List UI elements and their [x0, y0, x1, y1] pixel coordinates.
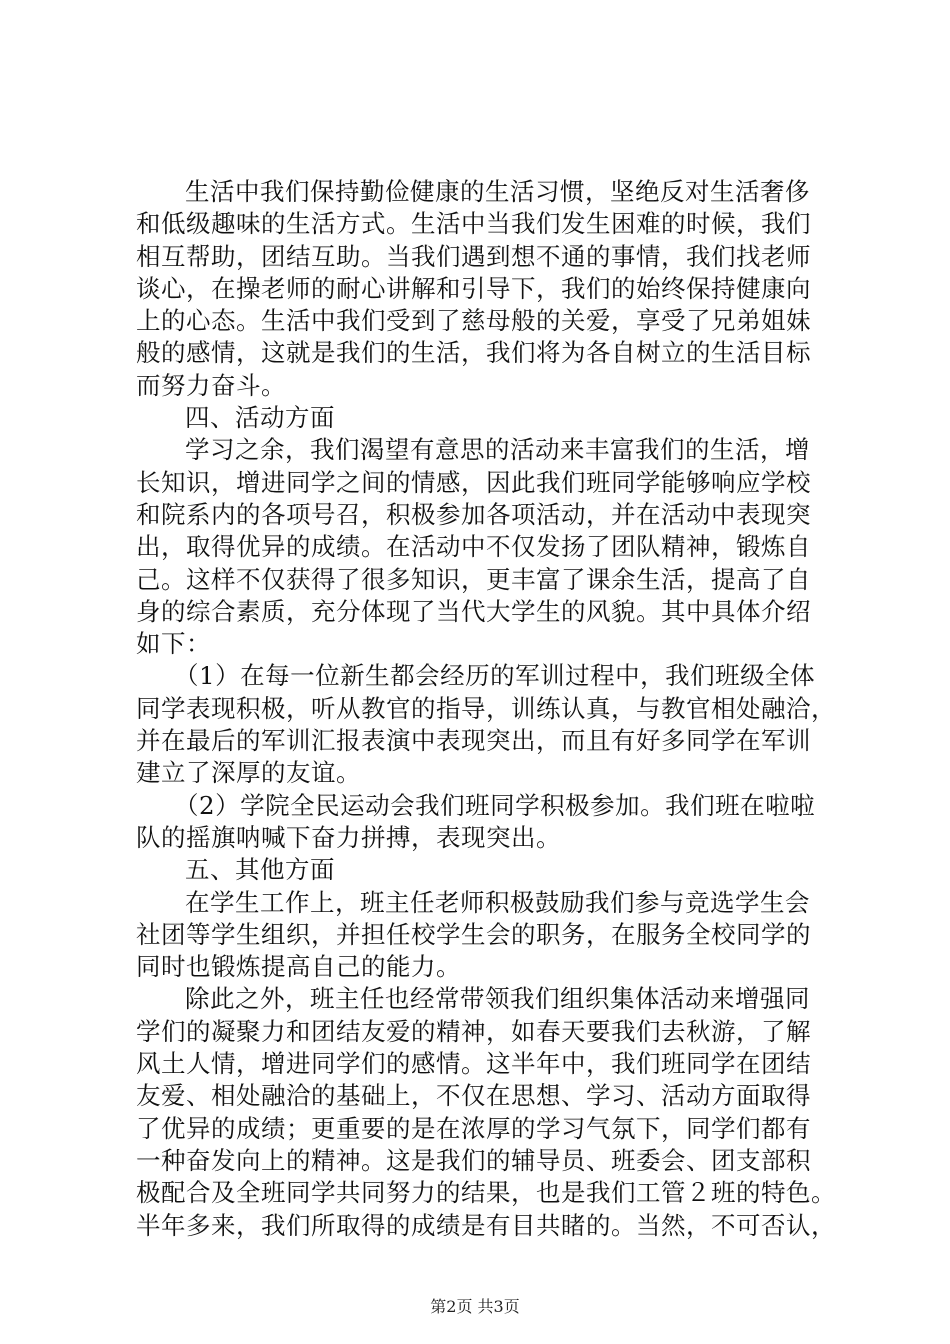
text-line: 除此之外，班主任也经常带领我们组织集体活动来增强同 [185, 984, 810, 1014]
text-line: 和院系内的各项号召，积极参加各项活动，并在活动中表现突 [136, 499, 811, 529]
text-line: 长知识，增进同学之间的情感，因此我们班同学能够响应学校 [136, 467, 811, 497]
list-item: （2）学院全民运动会我们班同学积极参加。我们班在啦啦 [174, 790, 816, 820]
text-line: 同时也锻炼提高自己的能力。 [136, 952, 461, 982]
text-line: 一种奋发向上的精神。这是我们的辅导员、班委会、团支部积 [136, 1145, 811, 1175]
text-line: 学习之余，我们渴望有意思的活动来丰富我们的生活，增 [185, 435, 810, 465]
text-line: 同学表现积极，听从教官的指导，训练认真，与教官相处融洽， [136, 693, 836, 723]
document-body [136, 176, 836, 1242]
text-line: 队的摇旗呐喊下奋力拼搏，表现突出。 [136, 822, 561, 852]
text-line: 社团等学生组织，并担任校学生会的职务，在服务全校同学的 [136, 919, 811, 949]
text-line: 和低级趣味的生活方式。生活中当我们发生困难的时候，我们 [136, 209, 811, 239]
text-line: 极配合及全班同学共同努力的结果，也是我们工管２班的特色。 [136, 1178, 836, 1208]
text-line: 并在最后的军训汇报表演中表现突出，而且有好多同学在军训 [136, 726, 811, 756]
text-line: 生活中我们保持勤俭健康的生活习惯，坚绝反对生活奢侈 [185, 177, 810, 206]
text-line: 般的感情，这就是我们的生活，我们将为各自树立的生活目标 [136, 338, 811, 368]
page-number-footer: 第2页 共3页 [430, 1297, 520, 1316]
text-line: 了优异的成绩；更重要的是在浓厚的学习气氛下，同学们都有 [136, 1113, 811, 1143]
text-line: 半年多来，我们所取得的成绩是有目共睹的。当然，不可否认， [136, 1210, 836, 1240]
text-line: 建立了深厚的友谊。 [136, 758, 361, 788]
text-line: 上的心态。生活中我们受到了慈母般的关爱，享受了兄弟姐妹 [136, 306, 811, 336]
text-line: 而努力奋斗。 [136, 370, 286, 400]
text-line: 学们的凝聚力和团结友爱的精神，如春天要我们去秋游，了解 [136, 1016, 811, 1046]
text-line: 出，取得优异的成绩。在活动中不仅发扬了团队精神，锻炼自 [136, 532, 811, 562]
text-line: 谈心，在操老师的耐心讲解和引导下，我们的始终保持健康向 [136, 273, 811, 303]
section-heading: 五、其他方面 [185, 855, 335, 885]
list-item: （1）在每一位新生都会经历的军训过程中，我们班级全体 [174, 661, 816, 691]
text-line: 风土人情，增进同学们的感情。这半年中，我们班同学在团结 [136, 1049, 811, 1079]
text-line: 己。这样不仅获得了很多知识，更丰富了课余生活，提高了自 [136, 564, 811, 594]
section-heading: 四、活动方面 [185, 403, 335, 433]
text-line: 友爱、相处融洽的基础上，不仅在思想、学习、活动方面取得 [136, 1081, 811, 1111]
text-line: 身的综合素质，充分体现了当代大学生的风貌。其中具体介绍 [136, 596, 811, 626]
text-line: 在学生工作上，班主任老师积极鼓励我们参与竞选学生会 [185, 887, 810, 917]
text-line: 如下： [136, 629, 211, 659]
text-line: 相互帮助，团结互助。当我们遇到想不通的事情，我们找老师 [136, 241, 811, 271]
